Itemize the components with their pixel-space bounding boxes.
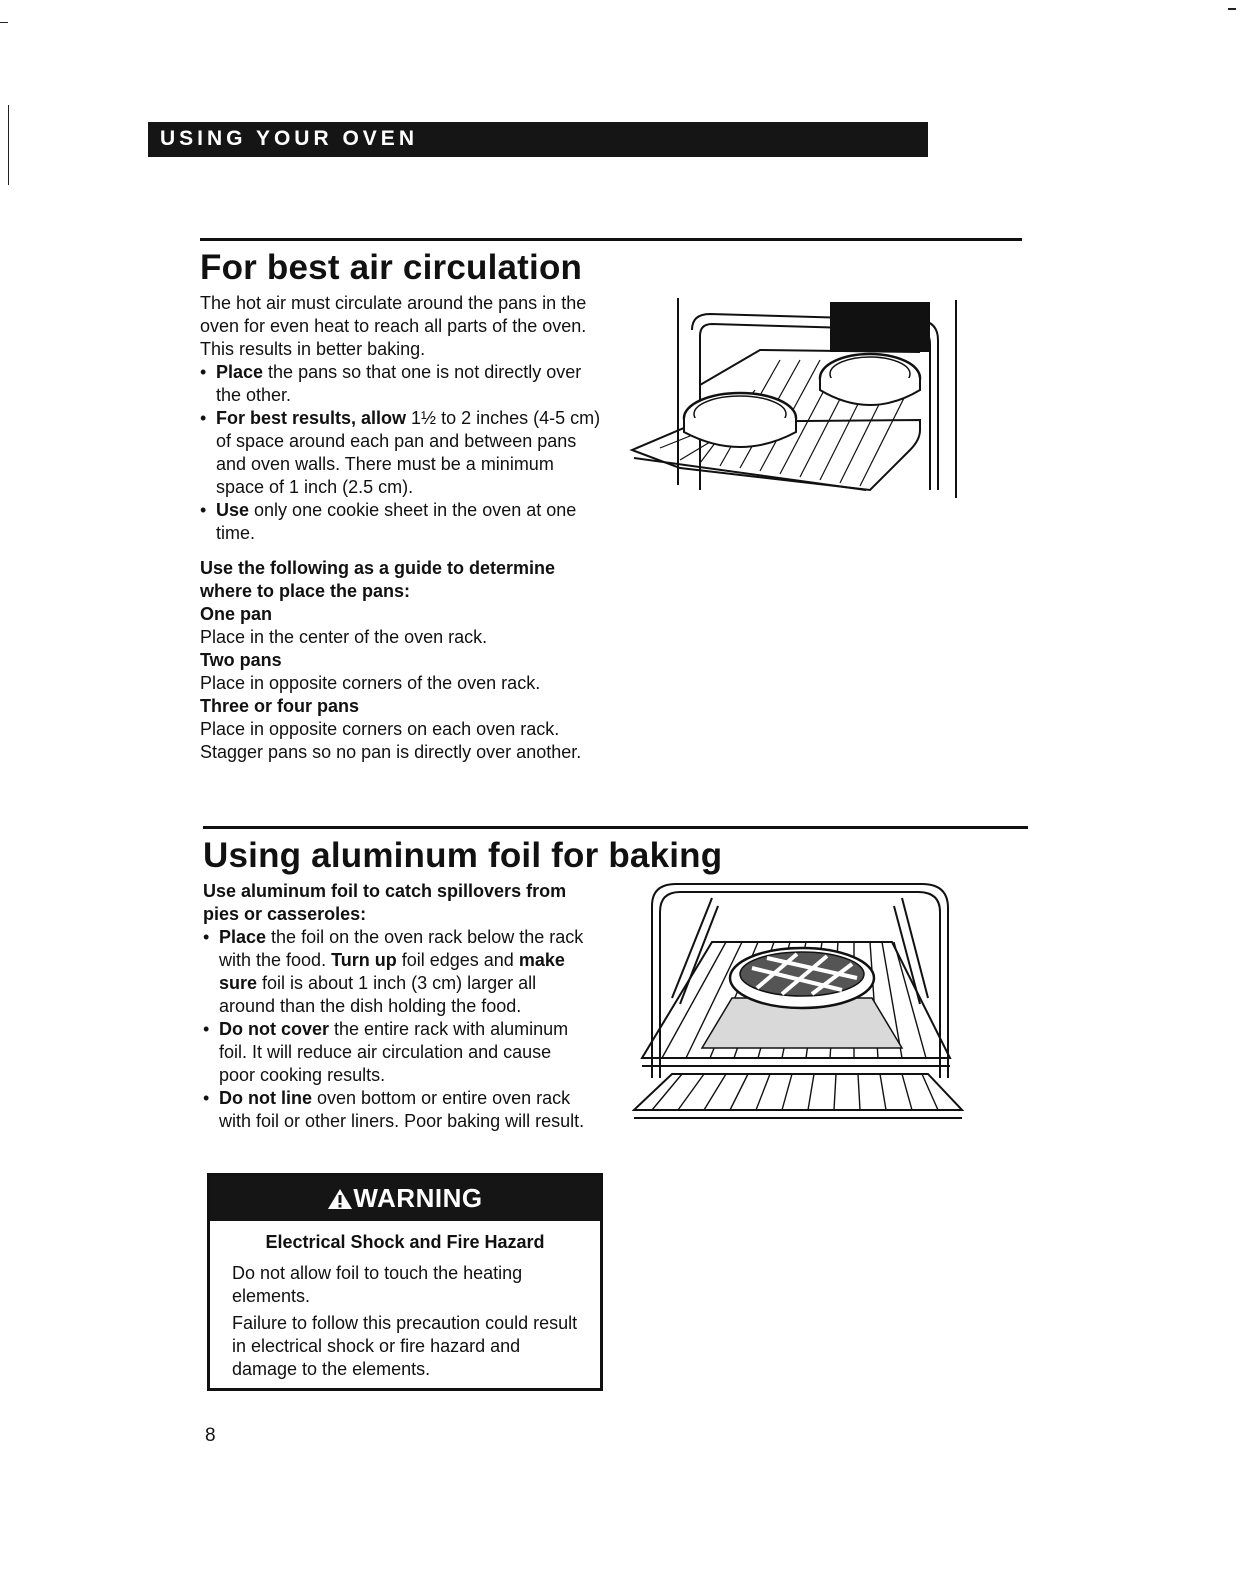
foil-bullet-3: • Do not line oven bottom or entire oven rack with foil or other liners. Poor baking will result. — [203, 1087, 588, 1133]
section-header-bar — [148, 122, 928, 157]
warning-line-1: Do not allow foil to touch the heating elements. — [232, 1263, 523, 1306]
corner-mark-left — [0, 22, 8, 23]
pans-on-rack-illustration — [620, 290, 965, 505]
air-bullet-1: • Place the pans so that one is not directly over the other. — [200, 361, 605, 407]
page-number: 8 — [205, 1425, 216, 1446]
air-bullet-2: • For best results, allow 1½ to 2 inches (4-5 cm) of space around each pan and between pans and oven walls. There must be a minimum space of 1 inch (2.5 cm). — [200, 407, 605, 499]
guide-heading: Use the following as a guide to determine where to place the pans: — [200, 558, 556, 601]
aluminum-foil-text — [203, 880, 588, 1133]
foil-bullet-1: • Place the foil on the oven rack below the rack with the food. Turn up foil edges and make sure foil is about 1 inch (3 cm) larger all around than the dish holding the food. — [203, 926, 588, 1018]
section-rule-air — [200, 238, 1022, 241]
warning-box — [207, 1173, 603, 1391]
warning-label: WARNING — [353, 1183, 483, 1213]
section-rule-foil — [203, 826, 1028, 829]
guide-three-four-pans-label: Three or four pans — [200, 696, 360, 716]
foil-under-rack-illustration — [632, 878, 964, 1130]
foil-bullet-2: • Do not cover the entire rack with aluminum foil. It will reduce air circulation and cause poor cooking results. — [203, 1018, 588, 1087]
guide-two-pans-text: Place in opposite corners of the oven rack. — [200, 673, 541, 693]
air-circulation-title: For best air circulation — [200, 248, 583, 287]
binding-mark — [8, 105, 9, 185]
warning-hazard-title: Electrical Shock and Fire Hazard — [265, 1232, 545, 1252]
guide-one-pan-label: One pan — [200, 604, 273, 624]
foil-lead: Use aluminum foil to catch spillovers from pies or casseroles: — [203, 881, 567, 924]
guide-one-pan-text: Place in the center of the oven rack. — [200, 627, 488, 647]
section-title: USING YOUR OVEN — [160, 127, 418, 150]
guide-two-pans-label: Two pans — [200, 650, 282, 670]
warning-header — [210, 1176, 600, 1221]
air-intro: The hot air must circulate around the pans in the oven for even heat to reach all parts of the oven. This results in better baking. — [200, 293, 587, 359]
warning-triangle-icon — [327, 1188, 353, 1210]
air-circulation-text — [200, 292, 605, 764]
air-bullet-3: • Use only one cookie sheet in the oven at one time. — [200, 499, 605, 545]
corner-mark-right — [1228, 8, 1236, 10]
warning-line-2: Failure to follow this precaution could result in electrical shock or fire hazard and damage to the elements. — [232, 1313, 578, 1379]
aluminum-foil-title: Using aluminum foil for baking — [203, 836, 723, 875]
guide-three-four-pans-text: Place in opposite corners on each oven rack. Stagger pans so no pan is directly over another. — [200, 719, 582, 762]
